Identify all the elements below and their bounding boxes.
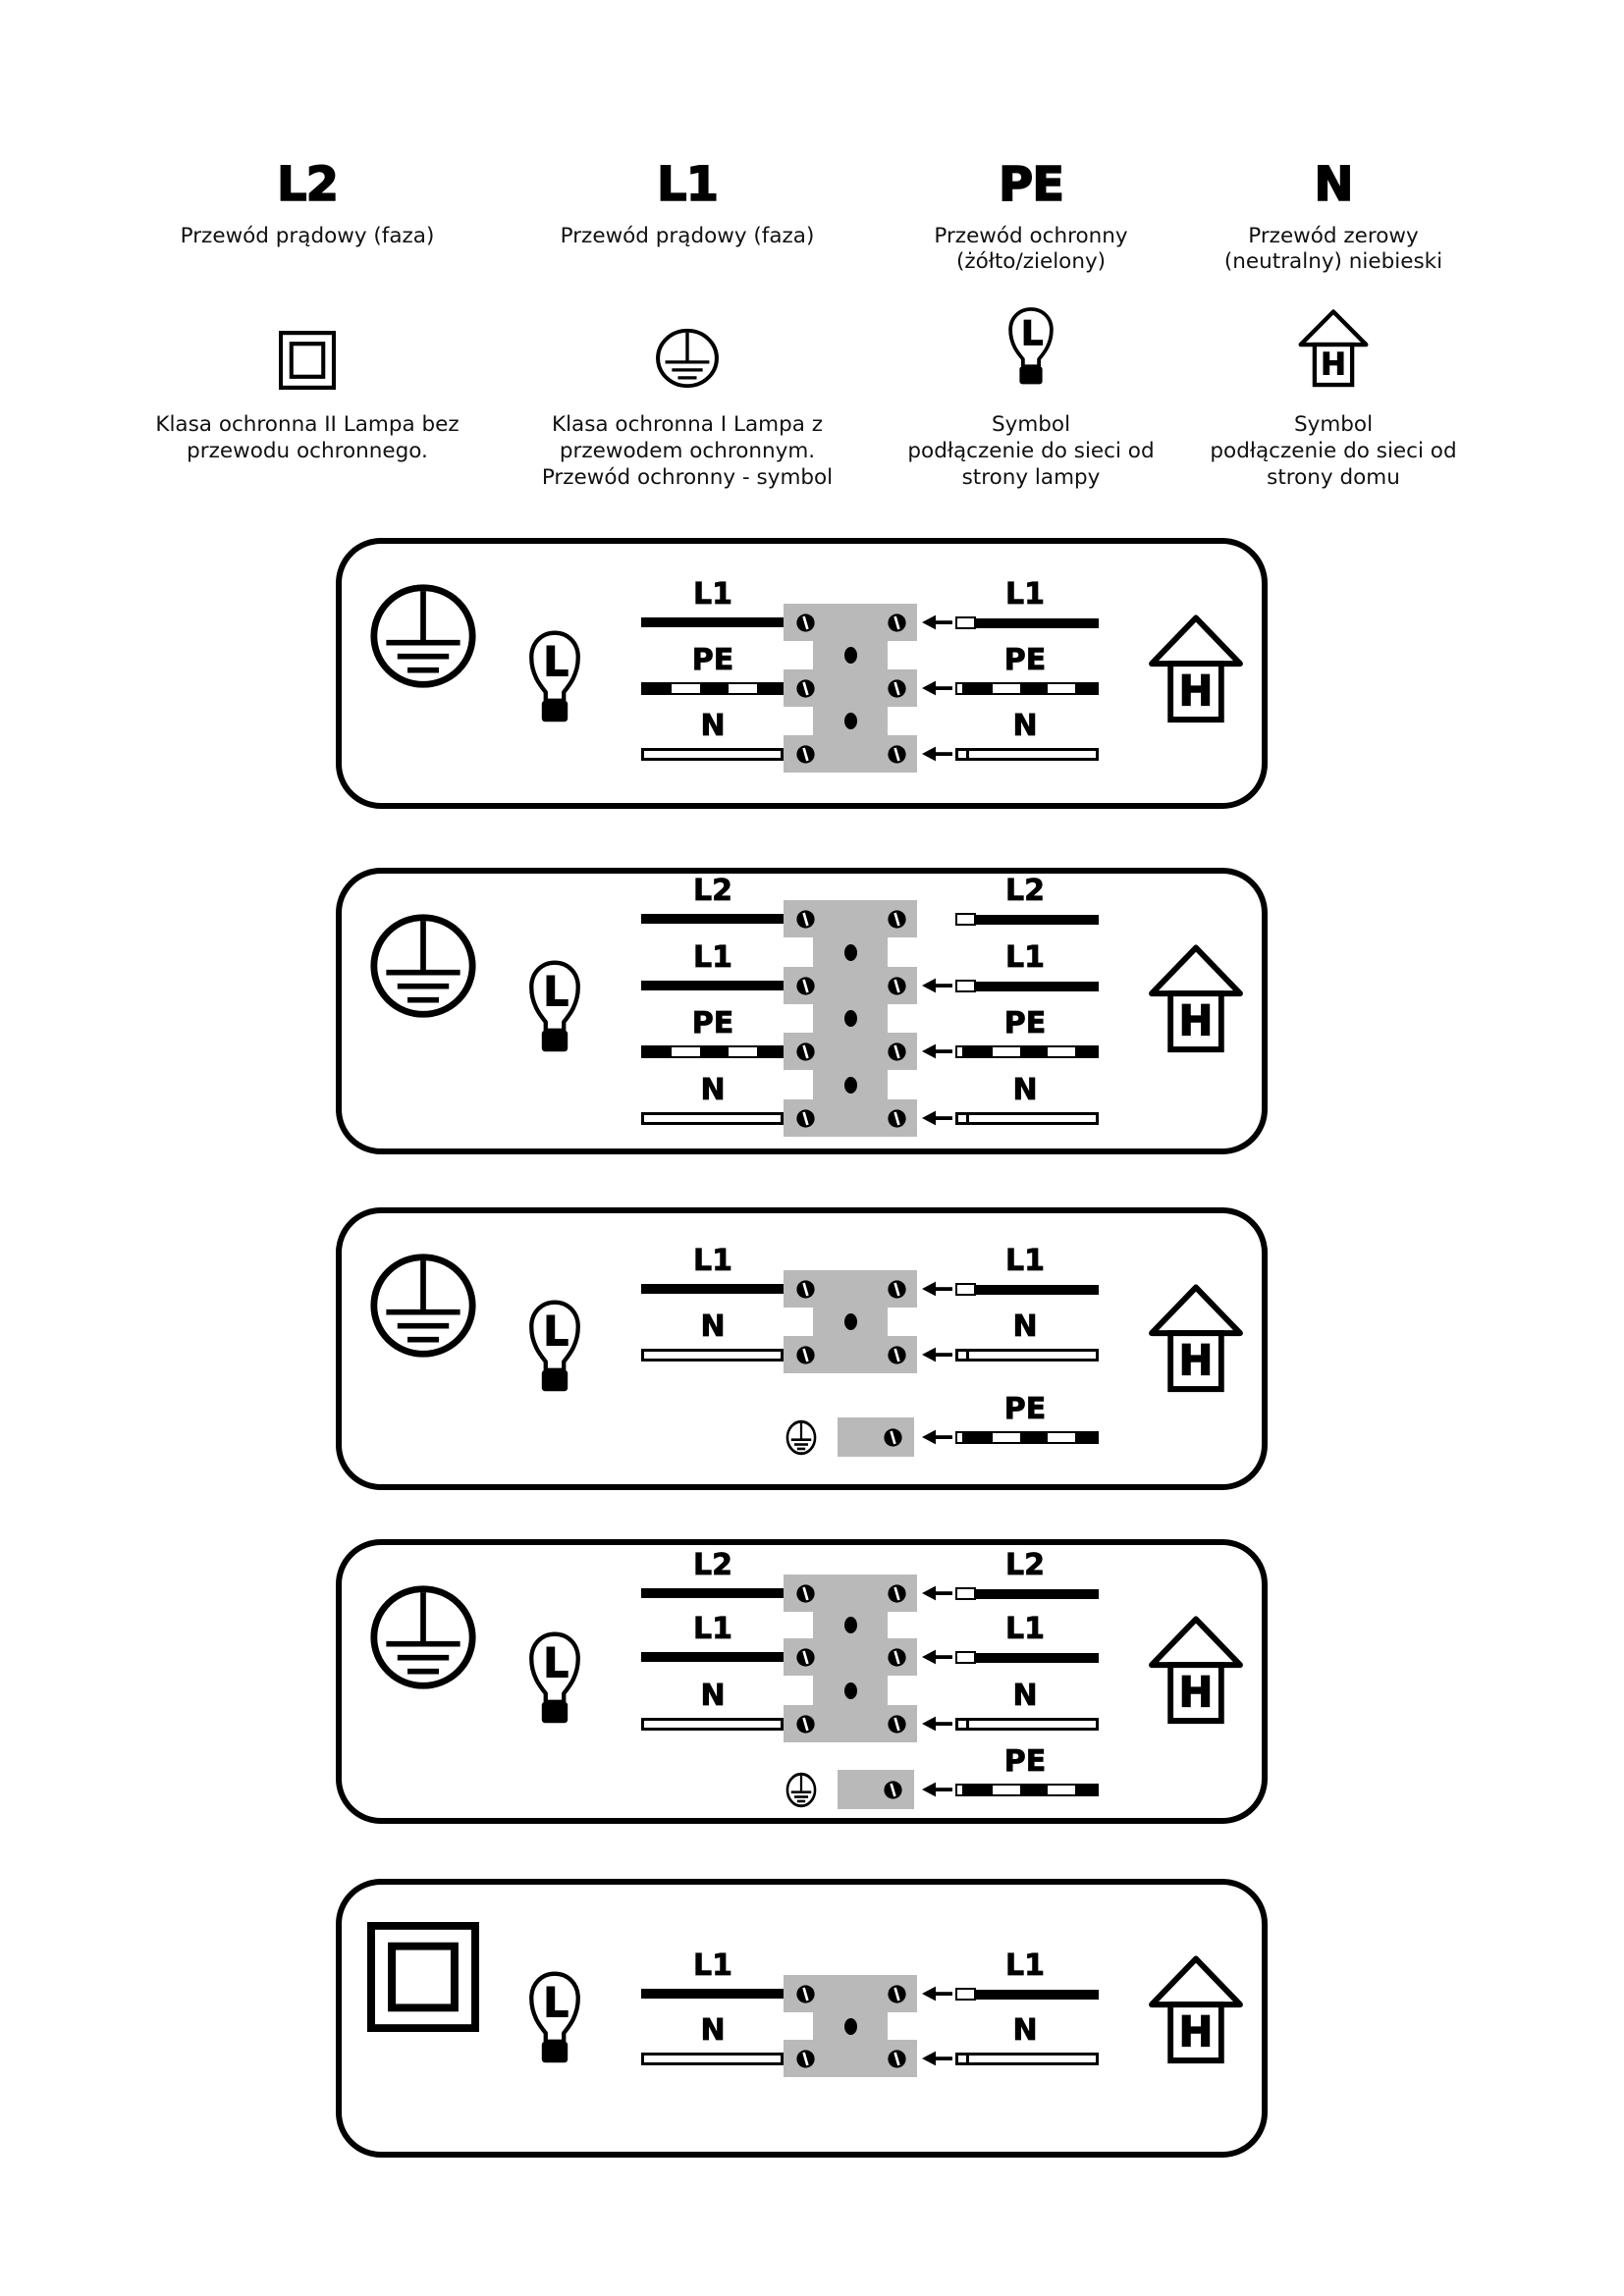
screw-icon bbox=[888, 1985, 906, 2003]
wire-stripped-tip bbox=[966, 748, 969, 761]
wire-body bbox=[975, 1285, 1099, 1295]
wire-body bbox=[955, 2053, 1099, 2065]
house-icon bbox=[1147, 1284, 1245, 1396]
lamp-icon bbox=[522, 1969, 587, 2069]
earth-icon bbox=[785, 1419, 817, 1456]
legend-caption-line: podłączenie do sieci od bbox=[1210, 439, 1457, 463]
screw-icon bbox=[888, 745, 906, 764]
wire-body bbox=[975, 1589, 1099, 1599]
arrow-left-icon bbox=[922, 1583, 952, 1603]
pe-terminal-block bbox=[838, 1417, 914, 1457]
wire-label-left: N bbox=[700, 1679, 726, 1713]
terminal-dot bbox=[844, 1077, 857, 1094]
wire-label-right: N bbox=[1012, 1073, 1038, 1107]
wire-label-right: PE bbox=[1003, 1392, 1047, 1426]
arrow-left-icon bbox=[922, 2049, 952, 2068]
house-wire-phase bbox=[955, 616, 1099, 629]
legend-subtitle-line: Przewód ochronny bbox=[934, 224, 1128, 248]
screw-icon bbox=[796, 1346, 815, 1364]
screw-icon bbox=[888, 1346, 906, 1364]
house-wire-neutral bbox=[955, 748, 1099, 761]
legend-title-pe: PE bbox=[999, 157, 1063, 212]
house-wire-pe bbox=[955, 1045, 1099, 1058]
arrow-left-icon bbox=[922, 976, 952, 995]
lamp-wire-pe bbox=[641, 682, 784, 695]
terminal-dot bbox=[844, 647, 857, 664]
legend-subtitle-line: (żółto/zielony) bbox=[955, 249, 1107, 274]
legend-column-l1 bbox=[520, 0, 854, 520]
legend-caption-line: Klasa ochronna I Lampa z bbox=[551, 412, 824, 437]
screw-icon bbox=[796, 679, 815, 698]
earth-icon bbox=[367, 1582, 479, 1692]
wire-label-right: N bbox=[1012, 2013, 1038, 2048]
class-ii-icon bbox=[367, 1922, 479, 2032]
wire-body bbox=[955, 1349, 1099, 1362]
house-icon bbox=[1297, 309, 1370, 390]
house-wire-phase bbox=[955, 1283, 1099, 1296]
arrow-left-icon bbox=[922, 1780, 952, 1799]
wire-label-left: L1 bbox=[693, 577, 732, 612]
wire-stripped-tip bbox=[955, 913, 976, 926]
screw-icon bbox=[796, 1985, 815, 2003]
legend-subtitle-pe bbox=[864, 224, 1198, 275]
wire-label-right: L1 bbox=[1005, 940, 1045, 975]
screw-icon bbox=[796, 1715, 815, 1734]
screw-icon bbox=[796, 614, 815, 632]
screw-icon bbox=[888, 1042, 906, 1061]
wire-body bbox=[975, 982, 1099, 991]
wiring-panel-3 bbox=[336, 1207, 1268, 1490]
wire-label-left: PE bbox=[691, 1006, 734, 1041]
arrow-left-icon bbox=[922, 613, 952, 632]
wiring-panel-4 bbox=[336, 1539, 1268, 1824]
screw-icon bbox=[888, 1109, 906, 1128]
house-wire-neutral bbox=[955, 1349, 1099, 1362]
terminal-dot bbox=[844, 1682, 857, 1699]
wire-label-right: N bbox=[1012, 1679, 1038, 1713]
screw-icon bbox=[796, 2050, 815, 2068]
screw-icon bbox=[888, 1280, 906, 1299]
svg-text:L: L bbox=[543, 638, 569, 686]
wire-label-right: L1 bbox=[1005, 1949, 1045, 1983]
wiring-panel-5 bbox=[336, 1879, 1268, 2158]
wire-label-right: L1 bbox=[1005, 577, 1045, 612]
wire-label-right: PE bbox=[1003, 1006, 1047, 1041]
house-wire-phase bbox=[955, 1988, 1099, 2001]
terminal-dot bbox=[844, 1010, 857, 1027]
legend-caption-line: strony lampy bbox=[961, 465, 1101, 490]
wire-label-right: L2 bbox=[1005, 874, 1045, 908]
wire-body bbox=[975, 1653, 1099, 1663]
legend-subtitle-line: Przewód prądowy (faza) bbox=[180, 224, 435, 248]
earth-icon bbox=[367, 911, 479, 1021]
house-wire-pe bbox=[955, 682, 1099, 695]
wire-stripped-tip bbox=[955, 1587, 976, 1600]
legend-caption-l1 bbox=[520, 411, 854, 491]
screw-icon bbox=[888, 614, 906, 632]
legend-caption-line: przewodu ochronnego. bbox=[187, 439, 428, 463]
legend-column-n bbox=[1166, 0, 1500, 520]
arrow-left-icon bbox=[922, 1427, 952, 1447]
lamp-wire-phase bbox=[641, 914, 784, 924]
wire-body bbox=[963, 1784, 1099, 1796]
lamp-wire-phase bbox=[641, 1284, 784, 1294]
screw-icon bbox=[796, 977, 815, 995]
wiring-panel-1 bbox=[336, 538, 1268, 809]
wire-body bbox=[975, 1990, 1099, 2000]
screw-icon bbox=[888, 1648, 906, 1667]
arrow-left-icon bbox=[922, 678, 952, 698]
house-wire-phase bbox=[955, 1587, 1099, 1600]
arrow-left-icon bbox=[922, 1647, 952, 1667]
wire-stripped-tip bbox=[955, 1283, 976, 1296]
wire-label-right: PE bbox=[1003, 1744, 1047, 1779]
legend-subtitle-line: (neutralny) niebieski bbox=[1223, 249, 1443, 274]
wire-label-left: L1 bbox=[693, 1244, 732, 1278]
legend-subtitle-line: Przewód prądowy (faza) bbox=[560, 224, 815, 248]
screw-icon bbox=[796, 1648, 815, 1667]
class-ii-icon bbox=[279, 331, 336, 390]
legend-caption-line: Symbol bbox=[991, 412, 1071, 437]
legend-subtitle-line: Przewód zerowy bbox=[1248, 224, 1419, 248]
earth-icon bbox=[367, 1251, 479, 1361]
svg-text:H: H bbox=[1321, 347, 1346, 383]
house-icon bbox=[1147, 944, 1245, 1056]
screw-icon bbox=[888, 1584, 906, 1603]
wire-body bbox=[975, 618, 1099, 628]
legend-title-n: N bbox=[1314, 157, 1353, 212]
house-icon bbox=[1147, 1616, 1245, 1728]
wire-label-right: L2 bbox=[1005, 1548, 1045, 1582]
arrow-left-icon bbox=[922, 744, 952, 764]
screw-icon bbox=[888, 977, 906, 995]
legend-caption-n bbox=[1166, 411, 1500, 491]
svg-text:L: L bbox=[543, 968, 569, 1016]
wire-body bbox=[955, 748, 1099, 761]
wire-label-left: L1 bbox=[693, 940, 732, 975]
earth-icon bbox=[785, 1772, 817, 1808]
svg-text:H: H bbox=[1178, 667, 1214, 717]
screw-icon bbox=[888, 679, 906, 698]
legend-caption-line: Klasa ochronna II Lampa bez bbox=[155, 412, 460, 437]
earth-icon bbox=[654, 327, 721, 390]
wire-label-left: L2 bbox=[693, 874, 732, 908]
wire-body bbox=[963, 1045, 1099, 1058]
lamp-wire-phase bbox=[641, 617, 784, 627]
wire-label-right: N bbox=[1012, 709, 1038, 743]
wire-stripped-tip bbox=[966, 1718, 969, 1731]
house-wire-pe bbox=[955, 1784, 1099, 1796]
wire-label-left: N bbox=[700, 2013, 726, 2048]
house-icon bbox=[1147, 614, 1245, 726]
lamp-icon bbox=[522, 1629, 587, 1730]
house-wire-phase bbox=[955, 913, 1099, 926]
arrow-left-icon bbox=[922, 1984, 952, 2003]
lamp-wire-phase bbox=[641, 981, 784, 990]
wire-stripped-tip bbox=[955, 1988, 976, 2001]
house-wire-phase bbox=[955, 1651, 1099, 1664]
screw-icon bbox=[796, 1280, 815, 1299]
wire-label-right: PE bbox=[1003, 643, 1047, 677]
wire-body bbox=[975, 915, 1099, 925]
lamp-icon bbox=[522, 1298, 587, 1398]
wire-label-left: L2 bbox=[693, 1548, 732, 1582]
house-icon bbox=[1147, 1955, 1245, 2067]
screw-icon bbox=[884, 1428, 902, 1447]
legend-caption-line: podłączenie do sieci od bbox=[907, 439, 1155, 463]
lamp-wire-neutral bbox=[641, 748, 784, 761]
lamp-wire-pe bbox=[641, 1045, 784, 1058]
terminal-dot bbox=[844, 1313, 857, 1330]
screw-icon bbox=[796, 1042, 815, 1061]
house-wire-neutral bbox=[955, 1112, 1099, 1125]
house-wire-pe bbox=[955, 1431, 1099, 1444]
lamp-icon bbox=[522, 958, 587, 1058]
lamp-wire-phase bbox=[641, 1989, 784, 1999]
house-wire-neutral bbox=[955, 1718, 1099, 1731]
svg-text:H: H bbox=[1178, 1336, 1214, 1386]
screw-icon bbox=[796, 745, 815, 764]
wire-label-left: N bbox=[700, 709, 726, 743]
lamp-wire-phase bbox=[641, 1652, 784, 1662]
terminal-dot bbox=[844, 713, 857, 729]
pe-terminal-block bbox=[838, 1770, 914, 1809]
wire-label-right: L1 bbox=[1005, 1612, 1045, 1646]
legend-caption-line: Przewód ochronny - symbol bbox=[541, 465, 834, 490]
lamp-wire-neutral bbox=[641, 2053, 784, 2065]
wire-body bbox=[963, 1431, 1099, 1444]
arrow-left-icon bbox=[922, 1108, 952, 1128]
wire-label-left: N bbox=[700, 1309, 726, 1344]
svg-text:L: L bbox=[543, 1308, 569, 1356]
earth-icon bbox=[367, 581, 479, 691]
wire-stripped-tip bbox=[955, 1651, 976, 1664]
screw-icon bbox=[796, 910, 815, 929]
wire-label-left: L1 bbox=[693, 1949, 732, 1983]
lamp-icon bbox=[1002, 305, 1059, 390]
legend-caption-pe bbox=[864, 411, 1198, 491]
screw-icon bbox=[888, 1715, 906, 1734]
legend-caption-line: strony domu bbox=[1267, 465, 1400, 490]
wire-body bbox=[963, 682, 1099, 695]
screw-icon bbox=[888, 910, 906, 929]
wire-label-left: L1 bbox=[693, 1612, 732, 1646]
wire-label-left: PE bbox=[691, 643, 734, 677]
legend-subtitle-l2 bbox=[140, 224, 474, 249]
svg-text:H: H bbox=[1178, 1668, 1214, 1718]
wire-label-right: L1 bbox=[1005, 1244, 1045, 1278]
wire-label-left: N bbox=[700, 1073, 726, 1107]
arrow-left-icon bbox=[922, 1041, 952, 1061]
terminal-dot bbox=[844, 1617, 857, 1633]
wire-body bbox=[955, 1112, 1099, 1125]
legend-caption-line: przewodem ochronnym. bbox=[559, 439, 816, 463]
lamp-icon bbox=[522, 628, 587, 728]
wire-stripped-tip bbox=[966, 2053, 969, 2065]
wire-stripped-tip bbox=[966, 1349, 969, 1362]
screw-icon bbox=[884, 1781, 902, 1799]
screw-icon bbox=[796, 1109, 815, 1128]
arrow-left-icon bbox=[922, 1345, 952, 1364]
wire-body bbox=[955, 1718, 1099, 1731]
legend-title-l2: L2 bbox=[277, 157, 338, 212]
lamp-wire-phase bbox=[641, 1588, 784, 1598]
arrow-left-icon bbox=[922, 1279, 952, 1299]
legend-column-pe bbox=[864, 0, 1198, 520]
legend-title-l1: L1 bbox=[657, 157, 718, 212]
svg-text:H: H bbox=[1178, 2007, 1214, 2057]
legend-caption-line: Symbol bbox=[1293, 412, 1374, 437]
house-wire-neutral bbox=[955, 2053, 1099, 2065]
svg-text:L: L bbox=[543, 1639, 569, 1687]
wire-stripped-tip bbox=[955, 980, 976, 992]
lamp-wire-neutral bbox=[641, 1718, 784, 1731]
legend-subtitle-l1 bbox=[520, 224, 854, 249]
terminal-dot bbox=[844, 944, 857, 961]
screw-icon bbox=[888, 2050, 906, 2068]
svg-text:L: L bbox=[1020, 314, 1044, 354]
legend-caption-l2 bbox=[140, 411, 474, 464]
lamp-wire-neutral bbox=[641, 1349, 784, 1362]
wire-stripped-tip bbox=[955, 616, 976, 629]
lamp-wire-neutral bbox=[641, 1112, 784, 1125]
screw-icon bbox=[796, 1584, 815, 1603]
house-wire-phase bbox=[955, 980, 1099, 992]
wire-label-right: N bbox=[1012, 1309, 1038, 1344]
arrow-left-icon bbox=[922, 1714, 952, 1734]
legend-subtitle-n bbox=[1166, 224, 1500, 275]
wiring-panel-2 bbox=[336, 868, 1268, 1154]
svg-text:H: H bbox=[1178, 996, 1214, 1046]
legend-column-l2 bbox=[140, 0, 474, 520]
wire-stripped-tip bbox=[966, 1112, 969, 1125]
terminal-dot bbox=[844, 2018, 857, 2035]
svg-text:L: L bbox=[543, 1979, 569, 2027]
